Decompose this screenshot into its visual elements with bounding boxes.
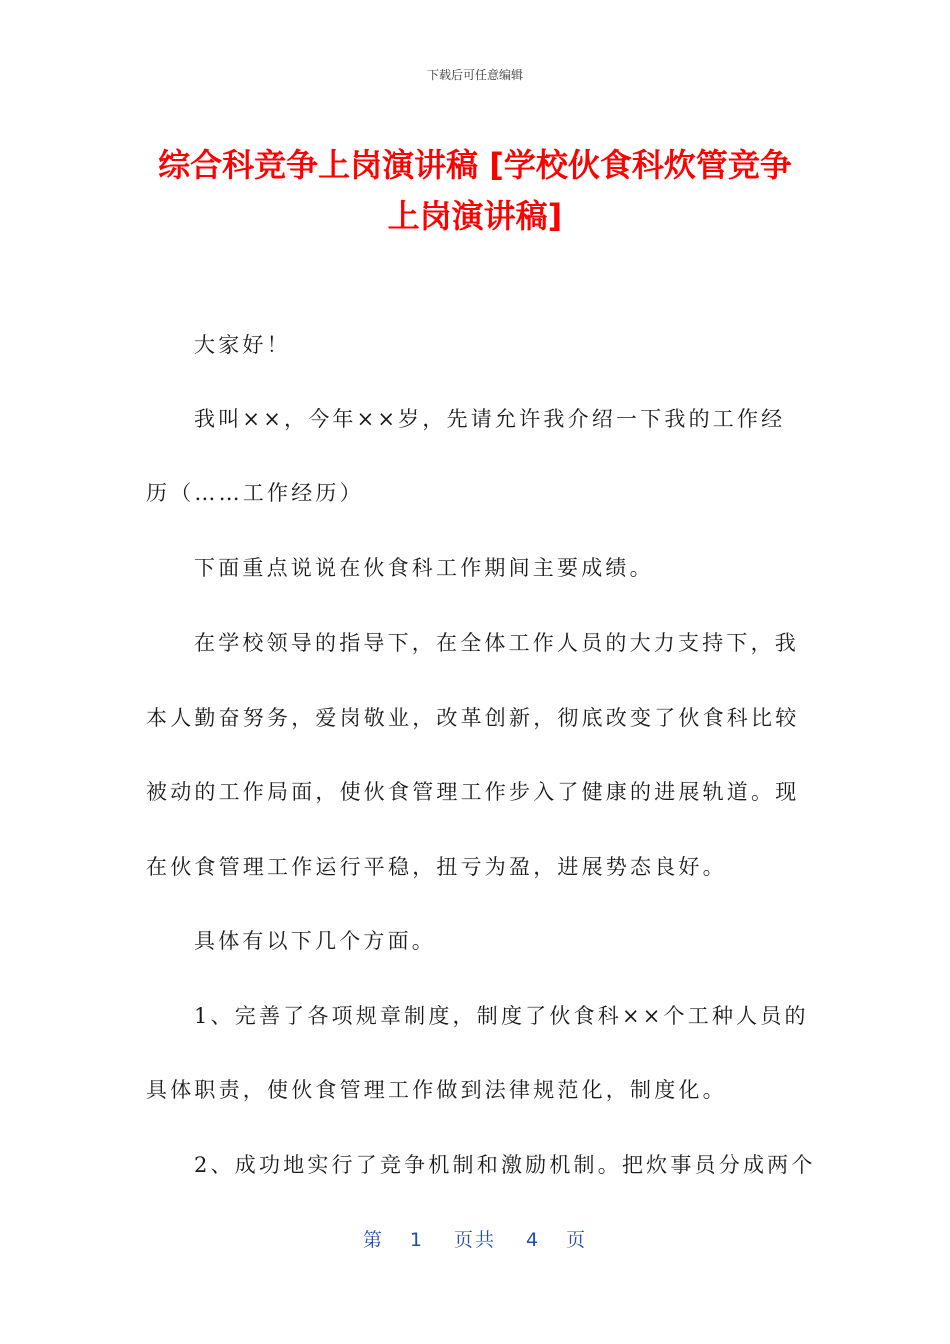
body-line: 1、完善了各项规章制度，制度了伙食科××个工种人员的 bbox=[194, 1004, 809, 1028]
page-number-footer bbox=[0, 1225, 950, 1252]
footer-middle: 页共 bbox=[453, 1229, 496, 1251]
body-line: 我叫××，今年××岁，先请允许我介绍一下我的工作经 bbox=[194, 407, 786, 431]
header-note: 下载后可任意编辑 bbox=[426, 68, 523, 82]
body-line: 2、成功地实行了竞争机制和激励机制。把炊事员分成两个 bbox=[194, 1153, 816, 1177]
title-line-1: 综合科竞争上岗演讲稿 [学校伙食科炊管竞争 bbox=[158, 146, 792, 184]
body-line: 具体职责，使伙食管理工作做到法律规范化，制度化。 bbox=[146, 1078, 727, 1102]
body-line: 下面重点说说在伙食科工作期间主要成绩。 bbox=[194, 556, 654, 580]
current-page-number: 1 bbox=[409, 1229, 424, 1251]
total-page-number: 4 bbox=[526, 1229, 541, 1251]
body-line: 在学校领导的指导下，在全体工作人员的大力支持下，我 bbox=[194, 631, 799, 655]
body-line: 被动的工作局面，使伙食管理工作步入了健康的进展轨道。现 bbox=[146, 780, 800, 804]
body-line: 本人勤奋努务，爱岗敬业，改革创新，彻底改变了伙食科比较 bbox=[146, 706, 800, 730]
footer-prefix: 第 bbox=[362, 1229, 384, 1251]
title-line-2: 上岗演讲稿] bbox=[387, 197, 563, 235]
footer-suffix: 页 bbox=[566, 1229, 588, 1251]
document-title bbox=[140, 140, 810, 242]
body-line: 在伙食管理工作运行平稳，扭亏为盈，进展势态良好。 bbox=[146, 855, 727, 879]
body-line: 具体有以下几个方面。 bbox=[194, 929, 436, 953]
body-line: 大家好！ bbox=[194, 333, 291, 357]
body-line: 历（……工作经历） bbox=[146, 481, 364, 505]
